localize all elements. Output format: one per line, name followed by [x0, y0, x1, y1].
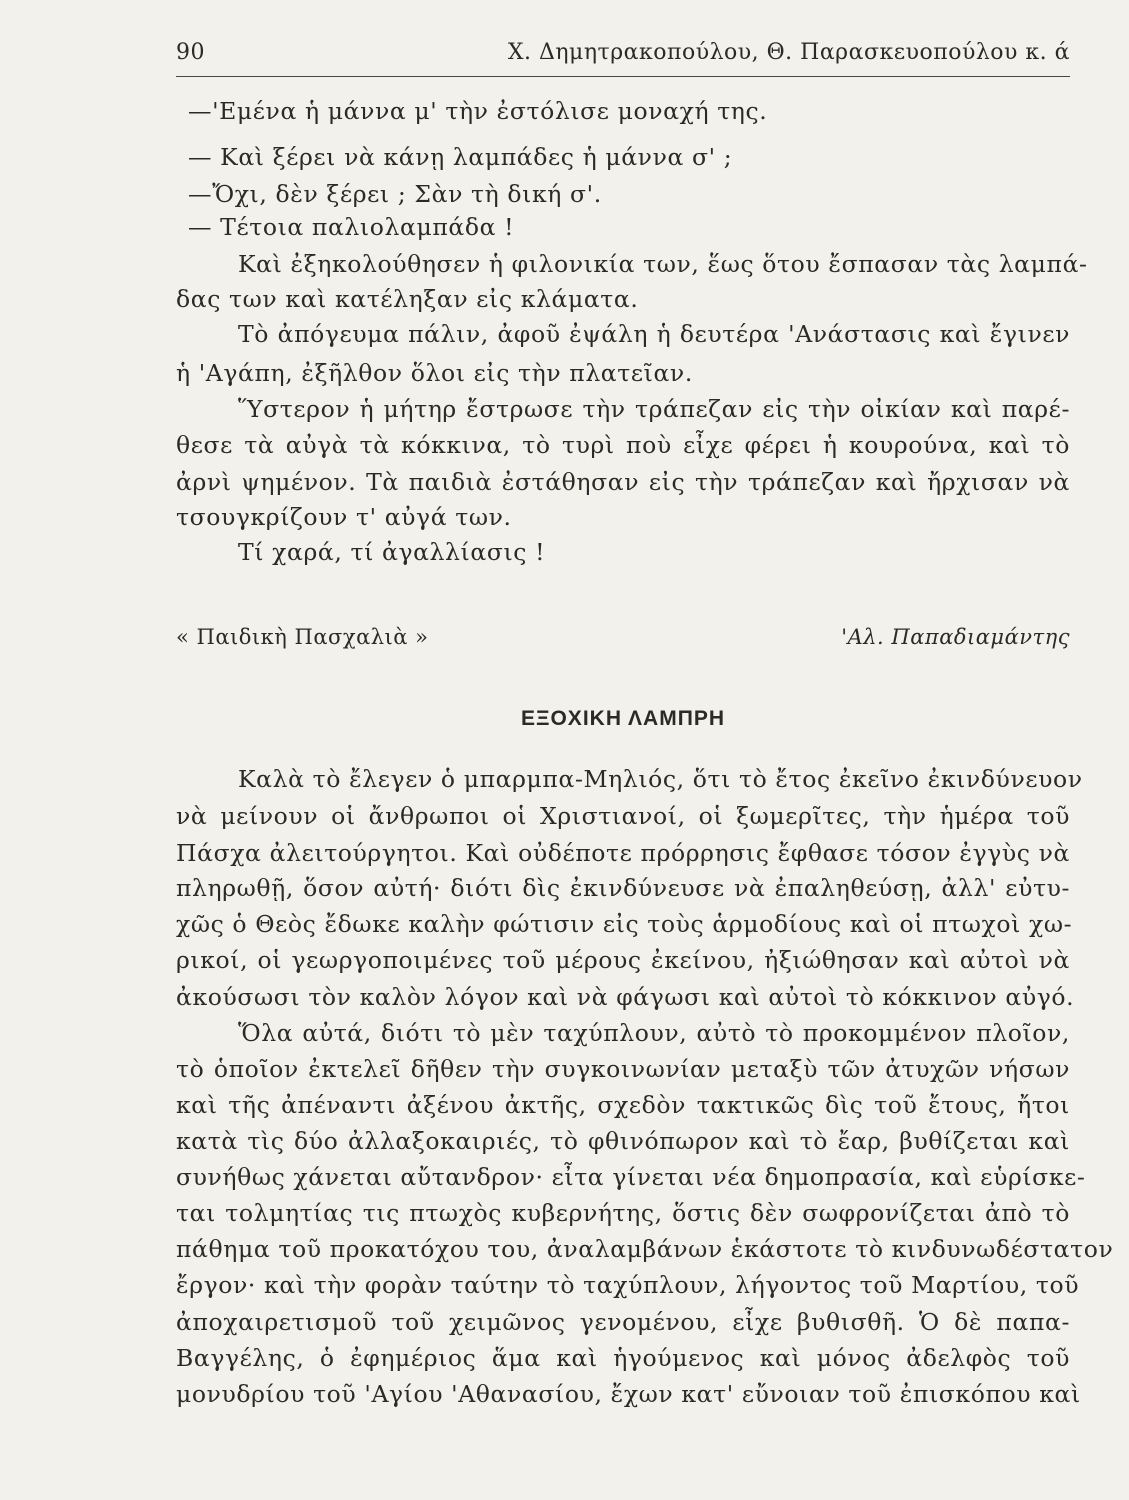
- passage-line: ἀρνὶ ψημένον. Τὰ παιδιὰ ἐστάθησαν εἰς τὴν τράπεζαν καὶ ἤρχισαν νὰ: [176, 468, 1070, 496]
- header-rule: [176, 76, 1070, 77]
- source-title: « Παιδικὴ Πασχαλιὰ »: [176, 625, 429, 649]
- section-line: ἔργον· καὶ τὴν φορὰν ταύτην τὸ ταχύπλουν, λήγοντος τοῦ Μαρτίου, τοῦ: [176, 1271, 1080, 1299]
- passage-line: δας των καὶ κατέληξαν εἰς κλάματα.: [176, 285, 639, 313]
- section-line: Πάσχα ἀλειτούργητοι. Καὶ οὐδέποτε πρόρρησις ἔφθασε τόσον ἐγγὺς νὰ: [176, 839, 1070, 867]
- running-head: [176, 40, 1070, 72]
- section-line: Ὅλα αὐτά, διότι τὸ μὲν ταχύπλουν, αὐτὸ τὸ προκομμένον πλοῖον,: [238, 1019, 1070, 1047]
- section-line: μονυδρίου τοῦ 'Αγίου 'Αθανασίου, ἔχων κατ' εὔνοιαν τοῦ ἐπισκόπου καὶ: [176, 1380, 1081, 1408]
- passage-line: —Ὄχι, δὲν ξέρει ; Σὰν τὴ δική σ'.: [188, 180, 602, 208]
- page-number: 90: [176, 40, 205, 65]
- passage-line: τσουγκρίζουν τ' αὐγά των.: [176, 503, 512, 531]
- section-line: τὸ ὁποῖον ἐκτελεῖ δῆθεν τὴν συγκοινωνίαν μεταξὺ τῶν ἀτυχῶν νήσων: [176, 1055, 1070, 1083]
- passage-line: θεσε τὰ αὐγὰ τὰ κόκκινα, τὸ τυρὶ ποὺ εἶχε φέρει ἡ κουρούνα, καὶ τὸ: [176, 431, 1070, 459]
- section-line: κατὰ τὶς δύο ἀλλαξοκαιριές, τὸ φθινόπωρον καὶ τὸ ἔαρ, βυθίζεται καὶ: [176, 1127, 1070, 1155]
- passage-line: — Καὶ ξέρει νὰ κάνῃ λαμπάδες ἡ μάννα σ' ;: [188, 143, 733, 171]
- passage-line: ἡ 'Αγάπη, ἐξῆλθον ὅλοι εἰς τὴν πλατεῖαν.: [176, 359, 693, 387]
- running-title: Χ. Δημητρακοπούλου, Θ. Παρασκευοπούλου κ. ά: [507, 40, 1070, 65]
- section-line: ἀκούσωσι τὸν καλὸν λόγον καὶ νὰ φάγωσι καὶ αὐτοὶ τὸ κόκκινον αὐγό.: [176, 983, 1075, 1011]
- passage-line: Τὸ ἀπόγευμα πάλιν, ἀφοῦ ἐψάλη ἡ δευτέρα 'Ανάστασις καὶ ἔγινεν: [238, 320, 1070, 348]
- section-line: ἀποχαιρετισμοῦ τοῦ χειμῶνος γενομένου, εἶχε βυθισθῆ. Ὁ δὲ παπα-: [176, 1308, 1070, 1336]
- passage-line: — Τέτοια παλιολαμπάδα !: [188, 213, 515, 241]
- section-title: ΕΞΟΧΙΚΗ ΛΑΜΠΡΗ: [520, 707, 726, 730]
- passage-line: Ὕστερον ἡ μήτηρ ἔστρωσε τὴν τράπεζαν εἰς τὴν οἰκίαν καὶ παρέ-: [238, 395, 1070, 423]
- section-line: ται τολμητίας τις πτωχὸς κυβερνήτης, ὅστις δὲν σωφρονίζεται ἀπὸ τὸ: [176, 1199, 1070, 1227]
- author-name: 'Αλ. Παπαδιαμάντης: [841, 625, 1070, 649]
- section-line: πάθημα τοῦ προκατόχου του, ἀναλαμβάνων ἑκάστοτε τὸ κινδυνωδέστατον: [176, 1235, 1114, 1263]
- section-line: ρικοί, οἱ γεωργοποιμένες τοῦ μέρους ἐκείνου, ἠξιώθησαν καὶ αὐτοὶ νὰ: [176, 946, 1070, 974]
- section-line: χῶς ὁ Θεὸς ἔδωκε καλὴν φώτισιν εἰς τοὺς ἁρμοδίους καὶ οἱ πτωχοὶ χω-: [176, 910, 1073, 938]
- section-line: Καλὰ τὸ ἔλεγεν ὁ μπαρμπα-Μηλιός, ὅτι τὸ ἔτος ἐκεῖνο ἐκινδύνευον: [238, 765, 1083, 793]
- section-line: καὶ τῆς ἀπέναντι ἀξένου ἀκτῆς, σχεδὸν τακτικῶς δὶς τοῦ ἔτους, ἤτοι: [176, 1091, 1070, 1119]
- passage-line: Τί χαρά, τί ἀγαλλίασις !: [238, 538, 546, 566]
- section-line: συνήθως χάνεται αὔτανδρον· εἶτα γίνεται νέα δημοπρασία, καὶ εὑρίσκε-: [176, 1163, 1086, 1191]
- passage-line: —'Εμένα ἡ μάννα μ' τὴν ἐστόλισε μοναχή της.: [188, 97, 768, 125]
- section-line: πληρωθῇ, ὅσον αὐτή· διότι δὶς ἐκινδύνευσε νὰ ἐπαληθεύσῃ, ἀλλ' εὐτυ-: [176, 874, 1070, 902]
- section-line: νὰ μείνουν οἱ ἄνθρωποι οἱ Χριστιανοί, οἱ ξωμερῖτες, τὴν ἡμέρα τοῦ: [176, 802, 1070, 830]
- section-line: Βαγγέλης, ὁ ἐφημέριος ἅμα καὶ ἡγούμενος καὶ μόνος ἀδελφὸς τοῦ: [176, 1344, 1070, 1372]
- passage-line: Καὶ ἐξηκολούθησεν ἡ φιλονικία των, ἕως ὅτου ἔσπασαν τὰς λαμπά-: [238, 250, 1088, 278]
